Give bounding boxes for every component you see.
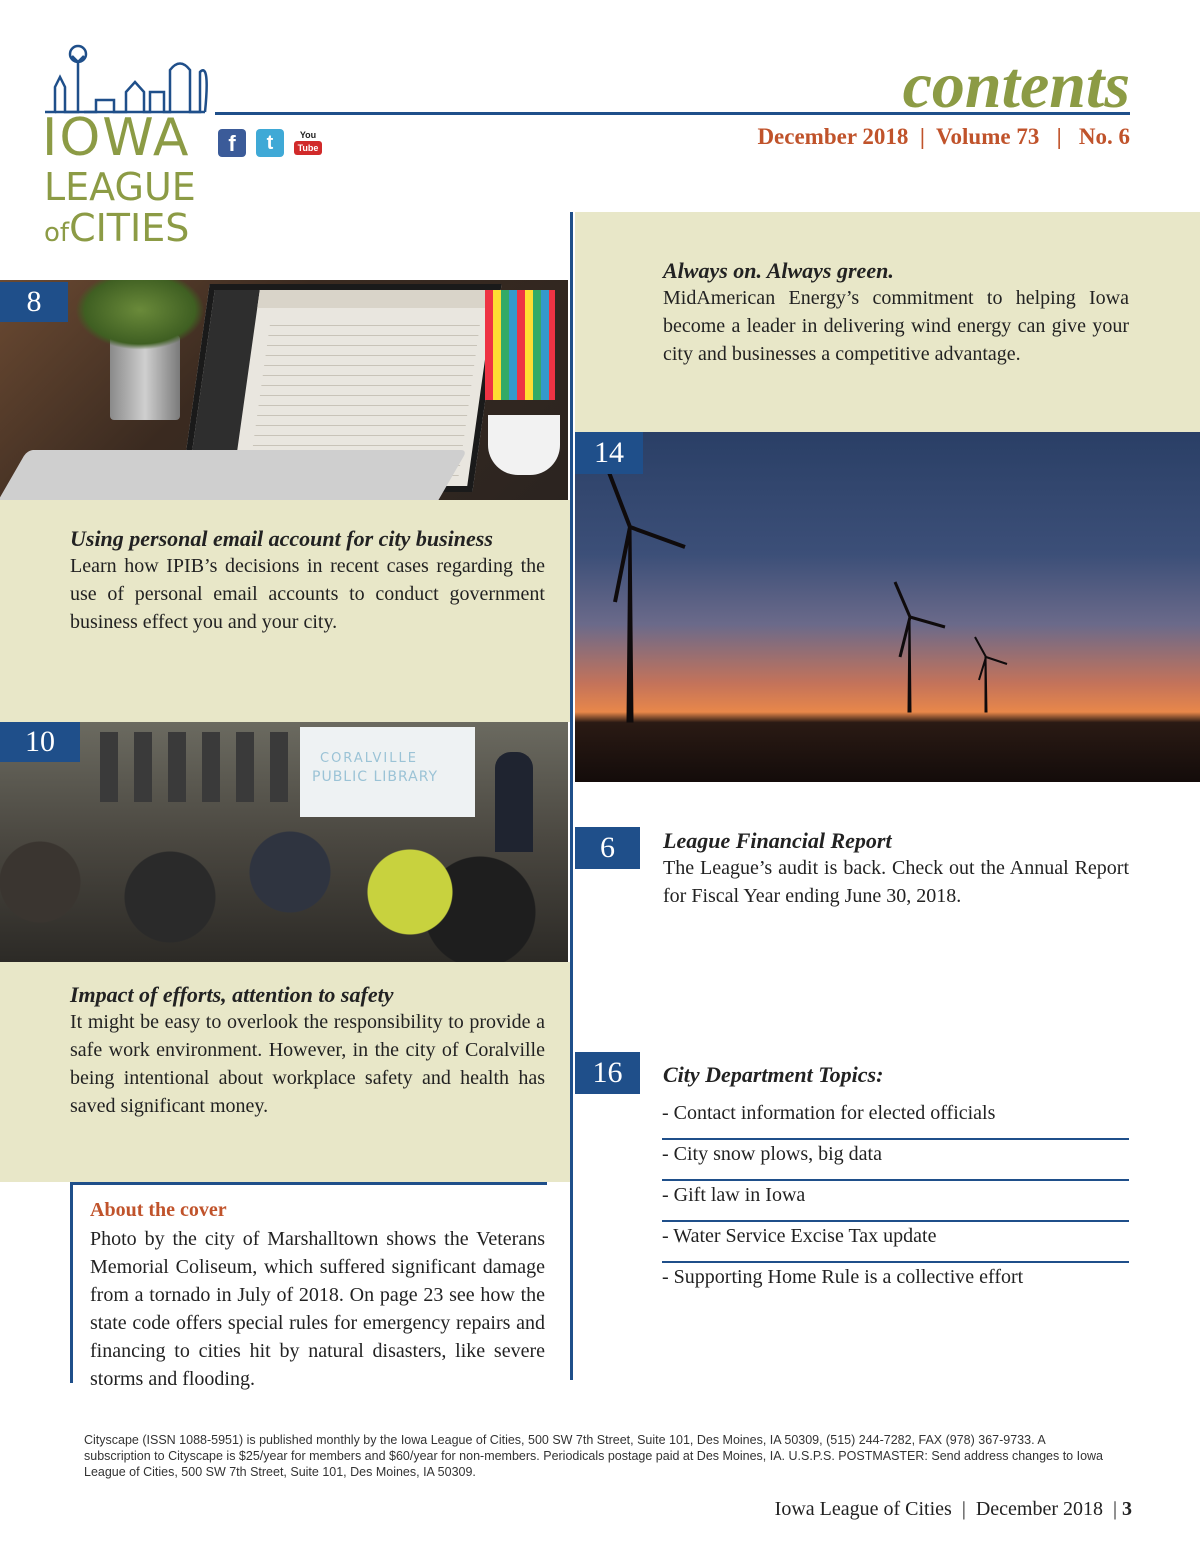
logo-text-cities: CITIES (69, 206, 190, 250)
screen-text-line1: CORALVILLE (320, 751, 418, 766)
article-financial-title[interactable]: League Financial Report (663, 828, 892, 853)
footer-text: Iowa League of Cities | December 2018 | (774, 1498, 1117, 1520)
topic-item[interactable]: - Supporting Home Rule is a collective effort (662, 1266, 1024, 1288)
article-safety[interactable] (70, 982, 545, 1120)
topic-item[interactable]: - Gift law in Iowa (662, 1180, 1129, 1222)
article-safety-body: It might be easy to overlook the responsibility to provide a safe work environment. However, in the city of Coralville being intentional about workplace safety and health has saved significant money. (70, 1011, 545, 1117)
article-wind-title[interactable]: Always on. Always green. (663, 258, 894, 283)
page-title: contents (902, 49, 1130, 122)
safety-meeting-photo (0, 722, 568, 962)
standing-figures (100, 732, 300, 802)
email-header-bar (257, 290, 495, 308)
column-divider (570, 212, 573, 1380)
audience-figures (0, 802, 568, 962)
logo-text-of-cities (44, 206, 189, 250)
about-cover-body: Photo by the city of Marshalltown shows the Veterans Memorial Coliseum, which suffered significant damage from a tornado in July of 2018. On page 23 see how the state code offers special rules for emergency repairs and financing to cities hit by natural disasters, like severe storms and flooding. (90, 1228, 545, 1390)
screen-text-line2: PUBLIC LIBRARY (312, 769, 439, 785)
topic-item[interactable]: - Water Service Excise Tax update (662, 1221, 1129, 1263)
twitter-icon[interactable]: t (256, 129, 284, 157)
wind-turbine-photo (575, 432, 1200, 782)
email-laptop-photo (0, 280, 568, 500)
article-wind[interactable] (663, 258, 1129, 368)
article-email[interactable] (70, 526, 545, 636)
skyline-icon (40, 42, 215, 117)
page-number-badge-10[interactable]: 10 (0, 722, 80, 762)
facebook-icon[interactable]: f (218, 129, 246, 157)
issue-info: December 2018 | Volume 73 | No. 6 (757, 124, 1130, 149)
page-footer (775, 1498, 1132, 1521)
topic-item[interactable]: - Contact information for elected officials (662, 1098, 1129, 1140)
page-number-badge-16[interactable]: 16 (575, 1052, 640, 1094)
turbines-silhouette (575, 432, 1200, 782)
article-financial[interactable] (663, 828, 1129, 910)
article-email-body: Learn how IPIB’s decisions in recent cases regarding the use of personal email accounts to conduct government business effect you and your city. (70, 555, 545, 633)
about-cover-heading: About the cover (90, 1199, 227, 1221)
masthead-text: Cityscape (ISSN 1088-5951) is published monthly by the Iowa League of Cities, 500 SW 7th Street, Suite 101, Des Moines, IA 50309, (515) 244-7282, FAX (978) 367-9733. A subscription to Cityscape is $25/year for members and $60/year for non-members. Periodicals postage paid at Des Moines, IA. U.S.P.S. POSTMASTER: Send address changes to Iowa League of Cities, 500 SW 7th Street, Suite 101, Des Moines, IA 50309. (84, 1433, 1104, 1479)
page-number: 3 (1122, 1498, 1132, 1520)
laptop-keyboard (0, 450, 467, 500)
page-number-badge-14[interactable]: 14 (575, 432, 643, 474)
article-safety-title[interactable]: Impact of efforts, attention to safety (70, 982, 394, 1007)
article-financial-body: The League’s audit is back. Check out the Annual Report for Fiscal Year ending June 30, 2018. (663, 857, 1129, 907)
article-wind-body: MidAmerican Energy’s commitment to helping Iowa become a leader in delivering wind energy can give your city and businesses a competitive advantage. (663, 287, 1129, 365)
page-number-badge-6[interactable]: 6 (575, 827, 640, 869)
topic-item[interactable]: - City snow plows, big data (662, 1139, 1129, 1181)
article-email-title[interactable]: Using personal email account for city business (70, 526, 493, 551)
presenter-figure (495, 752, 533, 852)
youtube-icon[interactable]: You Tube (294, 129, 322, 157)
page-number-badge-8[interactable]: 8 (0, 282, 68, 322)
logo-text-league: LEAGUE (44, 165, 196, 209)
pencil-cup (485, 290, 555, 400)
coffee-cup (488, 415, 560, 475)
plant-leaves (75, 280, 205, 350)
logo-text-iowa: IOWA (42, 108, 191, 168)
league-logo[interactable] (40, 42, 215, 250)
article-departments-title[interactable]: City Department Topics: (663, 1062, 884, 1087)
logo-text-of: of (44, 218, 70, 248)
